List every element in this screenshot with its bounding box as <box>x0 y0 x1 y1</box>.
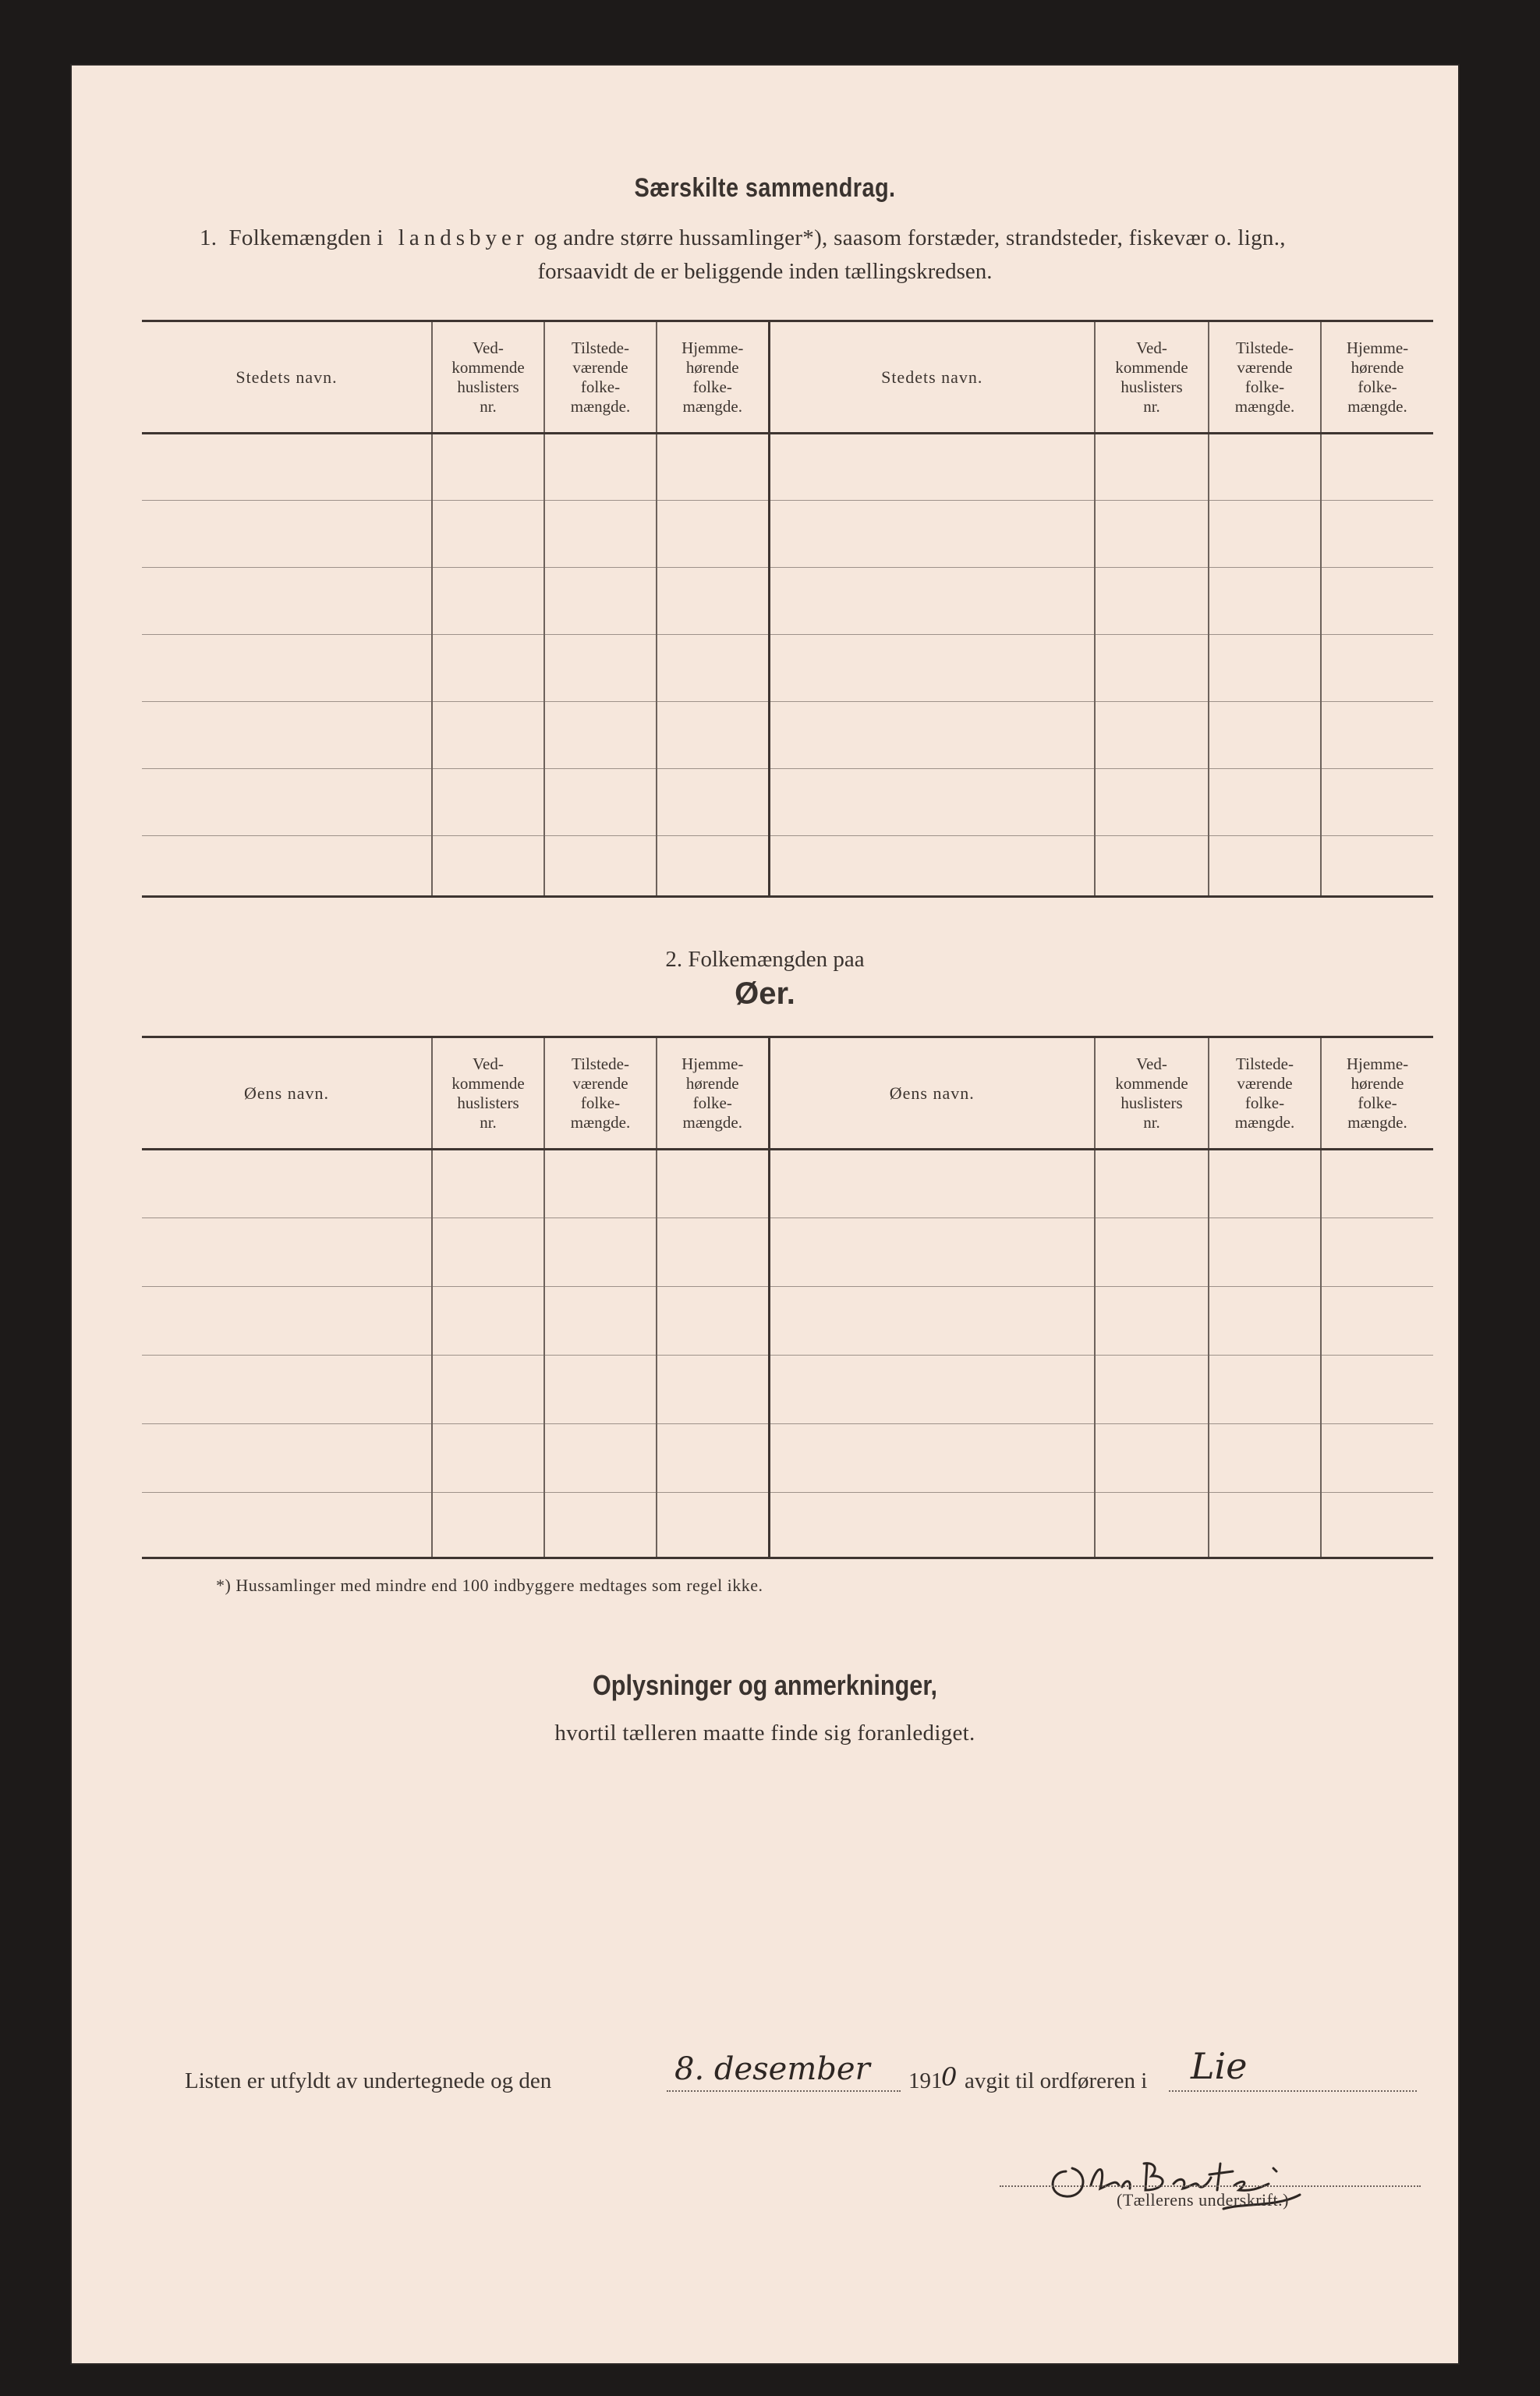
table-cell <box>1321 1150 1433 1218</box>
table-cell <box>657 769 769 836</box>
table-cell <box>1321 1424 1433 1493</box>
table-row <box>142 568 1433 635</box>
table-cell <box>657 1356 769 1424</box>
header-island-list-number-2: Ved- kommende huslisters nr. <box>1095 1037 1209 1150</box>
table-row <box>142 501 1433 568</box>
table-cell <box>1209 635 1321 702</box>
table-cell <box>769 702 1095 769</box>
header-list-number-2: Ved- kommende huslisters nr. <box>1095 321 1209 434</box>
table-row <box>142 1424 1433 1493</box>
table-cell <box>544 702 657 769</box>
table-cell <box>657 836 769 897</box>
table-row <box>142 434 1433 501</box>
table-cell <box>1095 1493 1209 1558</box>
table-cell <box>544 769 657 836</box>
table-cell <box>1321 836 1433 897</box>
table-cell <box>1095 702 1209 769</box>
handwritten-year-digit: 0 <box>941 2062 958 2092</box>
table-cell <box>769 434 1095 501</box>
table-row <box>142 635 1433 702</box>
table-cell <box>769 635 1095 702</box>
table-cell <box>1209 1150 1321 1218</box>
table-cell <box>1209 836 1321 897</box>
table-cell <box>1209 1356 1321 1424</box>
islands-table <box>142 1036 1433 1559</box>
table-row <box>142 702 1433 769</box>
table-cell <box>1095 1150 1209 1218</box>
table-cell <box>544 1287 657 1356</box>
table-cell <box>544 635 657 702</box>
census-form-page <box>72 66 1458 2363</box>
table-cell <box>432 501 544 568</box>
completion-statement <box>185 2045 1417 2115</box>
table-cell <box>1209 1218 1321 1287</box>
islands-table-header <box>142 1037 1433 1150</box>
table-cell <box>142 1218 432 1287</box>
signature-caption: (Tællerens underskrift.) <box>1117 2190 1289 2210</box>
table-cell <box>1209 434 1321 501</box>
header-island-resident-population: Hjemme- hørende folke- mængde. <box>657 1037 769 1150</box>
table-cell <box>1209 501 1321 568</box>
table-cell <box>769 1493 1095 1558</box>
table-row <box>142 1287 1433 1356</box>
table-cell <box>432 1493 544 1558</box>
table-cell <box>1095 1287 1209 1356</box>
handwritten-place: Lie <box>1191 2045 1248 2087</box>
statement-text-b: avgit til ordføreren i <box>965 2068 1148 2093</box>
table-cell <box>1321 1493 1433 1558</box>
table-cell <box>1321 635 1433 702</box>
table-cell <box>1095 635 1209 702</box>
notes-subtitle: hvortil tælleren maatte finde sig foranlediget. <box>554 1721 975 1746</box>
header-present-population: Tilstede- værende folke- mængde. <box>544 321 657 434</box>
table-cell <box>769 1218 1095 1287</box>
table-cell <box>142 1287 432 1356</box>
table-cell <box>142 635 432 702</box>
header-place-name-2: Stedets navn. <box>769 321 1095 434</box>
table-cell <box>432 568 544 635</box>
statement-text-a: Listen er utfyldt av undertegnede og den <box>185 2068 552 2093</box>
signature-text: Ole Bautz <box>1074 2213 1128 2225</box>
table-cell <box>142 836 432 897</box>
header-place-name: Stedets navn. <box>235 367 338 387</box>
header-island-name: Øens navn. <box>244 1083 329 1103</box>
header-island-resident-population-2: Hjemme- hørende folke- mængde. <box>1321 1037 1433 1150</box>
table-cell <box>142 434 432 501</box>
section1-number: 1. <box>200 225 218 250</box>
section1-text-a: Folkemængden <box>228 225 377 250</box>
table-cell <box>1209 568 1321 635</box>
table-cell <box>1095 568 1209 635</box>
table-cell <box>432 1150 544 1218</box>
table-cell <box>1209 769 1321 836</box>
table-cell <box>1321 1356 1433 1424</box>
table-cell <box>1321 501 1433 568</box>
table-cell <box>142 501 432 568</box>
table-cell <box>1095 1424 1209 1493</box>
table-cell <box>142 1424 432 1493</box>
table-row <box>142 836 1433 897</box>
header-present-population-2: Tilstede- værende folke- mængde. <box>1209 321 1321 434</box>
notes-title: Oplysninger og anmerkninger, <box>592 1669 938 1701</box>
header-resident-population: Hjemme- hørende folke- mængde. <box>657 321 769 434</box>
settlements-table <box>142 320 1433 898</box>
table-cell <box>1095 434 1209 501</box>
table-cell <box>544 1424 657 1493</box>
table-cell <box>657 702 769 769</box>
table-cell <box>657 434 769 501</box>
settlements-table-header <box>142 321 1433 434</box>
table-cell <box>142 769 432 836</box>
header-list-number: Ved- kommende huslisters nr. <box>432 321 544 434</box>
table-cell <box>1321 1218 1433 1287</box>
handwritten-date: 8. desember <box>674 2051 870 2087</box>
header-island-list-number: Ved- kommende huslisters nr. <box>432 1037 544 1150</box>
table-cell <box>142 1150 432 1218</box>
place-dotted-line <box>1169 2090 1417 2092</box>
year-prefix: 191 <box>908 2068 943 2093</box>
section1-intro-line1 <box>200 225 1286 251</box>
islands-table-body <box>142 1150 1433 1558</box>
table-cell <box>657 1493 769 1558</box>
table-cell <box>1209 1287 1321 1356</box>
date-dotted-line <box>667 2090 901 2092</box>
table-cell <box>1095 769 1209 836</box>
table-cell <box>432 434 544 501</box>
table-cell <box>657 1287 769 1356</box>
table-cell <box>657 635 769 702</box>
table-cell <box>769 1424 1095 1493</box>
table-cell <box>769 1150 1095 1218</box>
signature-dotted-line <box>1000 2185 1421 2187</box>
table-cell <box>769 836 1095 897</box>
enumerator-signature <box>1043 2140 1339 2226</box>
table-cell <box>1209 1424 1321 1493</box>
table-cell <box>142 1493 432 1558</box>
section2-title: Øer. <box>735 976 795 1011</box>
table-cell <box>657 1424 769 1493</box>
table-cell <box>544 568 657 635</box>
table-cell <box>544 1493 657 1558</box>
table-cell <box>769 769 1095 836</box>
table-cell <box>544 1150 657 1218</box>
table-cell <box>432 1218 544 1287</box>
table-row <box>142 769 1433 836</box>
header-island-name-2: Øens navn. <box>769 1037 1095 1150</box>
table-cell <box>142 702 432 769</box>
section1-text-spaced: i landsbyer <box>377 225 529 250</box>
table-cell <box>1209 702 1321 769</box>
table-row <box>142 1493 1433 1558</box>
footnote: *) Hussamlinger med mindre end 100 indbyggere medtages som regel ikke. <box>216 1575 763 1595</box>
table-cell <box>1095 1356 1209 1424</box>
table-cell <box>142 1356 432 1424</box>
table-cell <box>1321 769 1433 836</box>
table-cell <box>657 1150 769 1218</box>
page-title: Særskilte sammendrag. <box>634 173 896 203</box>
table-cell <box>1095 1218 1209 1287</box>
table-cell <box>657 501 769 568</box>
table-cell <box>142 568 432 635</box>
header-resident-population-2: Hjemme- hørende folke- mængde. <box>1321 321 1433 434</box>
table-cell <box>769 568 1095 635</box>
table-cell <box>544 836 657 897</box>
table-cell <box>657 1218 769 1287</box>
table-cell <box>769 1356 1095 1424</box>
table-cell <box>432 635 544 702</box>
table-cell <box>432 1424 544 1493</box>
table-row <box>142 1356 1433 1424</box>
table-cell <box>432 1356 544 1424</box>
table-cell <box>432 836 544 897</box>
table-cell <box>432 1287 544 1356</box>
table-cell <box>432 702 544 769</box>
table-cell <box>1209 1493 1321 1558</box>
table-cell <box>544 1218 657 1287</box>
section1-intro-line2: forsaavidt de er beliggende inden tællingskredsen. <box>537 259 993 284</box>
table-cell <box>1321 1287 1433 1356</box>
table-cell <box>544 1356 657 1424</box>
table-cell <box>1095 501 1209 568</box>
table-cell <box>1321 568 1433 635</box>
table-cell <box>544 434 657 501</box>
table-cell <box>769 1287 1095 1356</box>
header-island-present-population-2: Tilstede- værende folke- mængde. <box>1209 1037 1321 1150</box>
section2-heading: 2. Folkemængden paa <box>665 947 865 972</box>
table-cell <box>769 501 1095 568</box>
header-island-present-population: Tilstede- værende folke- mængde. <box>544 1037 657 1150</box>
table-cell <box>1321 702 1433 769</box>
table-row <box>142 1150 1433 1218</box>
table-cell <box>1321 434 1433 501</box>
table-cell <box>432 769 544 836</box>
settlements-table-body <box>142 434 1433 897</box>
table-cell <box>657 568 769 635</box>
table-cell <box>1095 836 1209 897</box>
table-cell <box>544 501 657 568</box>
table-row <box>142 1218 1433 1287</box>
section1-text-b: og andre større hussamlinger*), saasom forstæder, strandsteder, fiskevær o. lign., <box>528 225 1286 250</box>
